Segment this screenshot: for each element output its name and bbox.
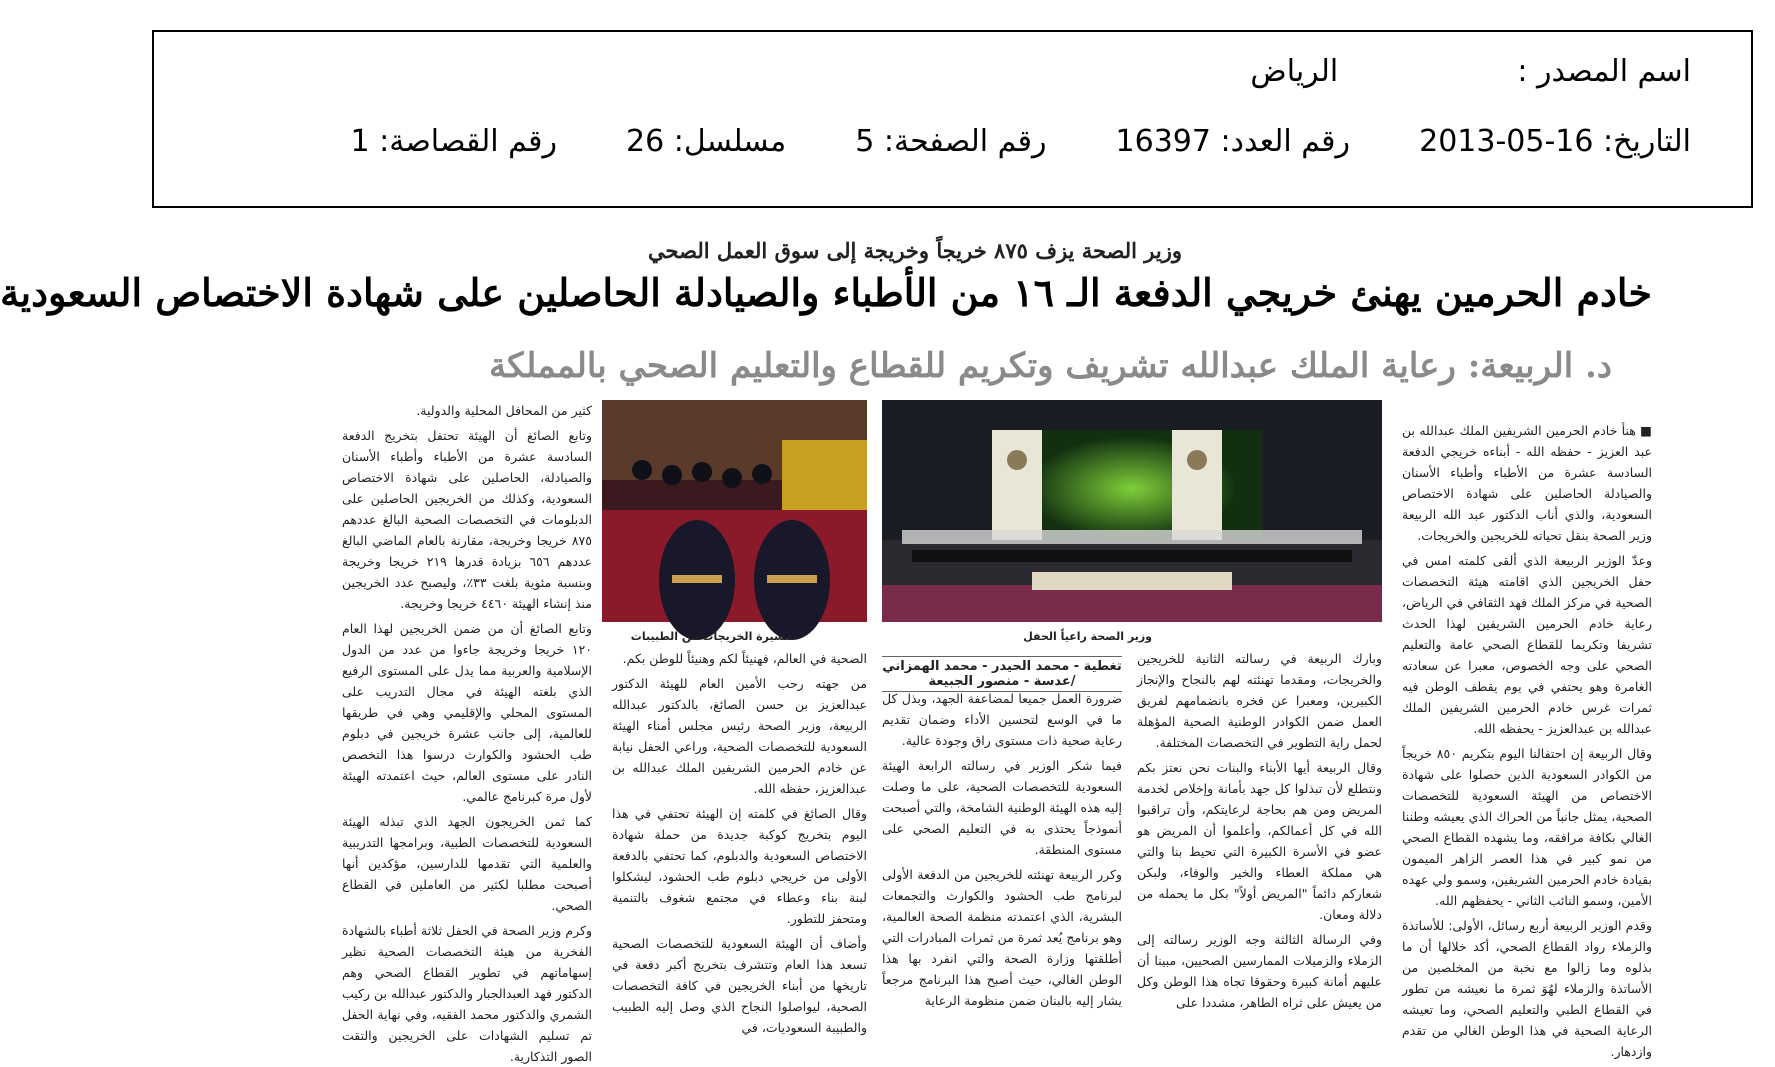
graduates-image <box>602 400 867 622</box>
article-subhead: د. الربيعة: رعاية الملك عبدالله تشريف وتكريم للقطاع والتعليم الصحي بالمملكة <box>488 346 1612 386</box>
photo-caption: وزير الصحة راعياً الحفل <box>1023 630 1152 643</box>
source-metadata-box <box>152 30 1753 208</box>
paragraph: كما ثمن الخريجون الجهد الذي تبذله الهيئة السعودية للتخصصات الطبية، وبرامجها التدريبية والعلمية التي تقدمها للدارسين، مؤكدين أنها أصبحت مطلبا لكثير من العاملين في القطاع الصحي. <box>342 814 592 913</box>
ceremony-stage-image <box>882 400 1382 622</box>
paragraph: ضرورة العمل جميعا لمضاعفة الجهد، وبذل كل ما في الوسع لتحسين الأداء وضمان تقديم رعاية صحية ذات مستوى راق وجودة عالية. <box>882 691 1122 748</box>
clip-value: 1 <box>350 124 370 159</box>
source-label: اسم المصدر : <box>1517 54 1691 89</box>
issue-label: رقم العدد: <box>1220 124 1351 159</box>
graduates-photo <box>602 400 867 622</box>
paragraph: وبارك الربيعة في رسالته الثانية للخريجين والخريجات، ومقدما تهنئته لهم بالنجاح والإنجاز الكبيرين، ومعبرا عن فخره بانضمامهم لفريق العمل ضمن الكوادر الوطنية الصحية المؤهلة لحمل راية التطوير في التخصصات المختلفة. <box>1137 651 1382 750</box>
source-line <box>1250 54 1691 89</box>
photo-caption: مسيرة الخريجات من الطبيبات <box>630 630 792 643</box>
paragraph: الصحية في العالم، فهنيئاً لكم وهنيئاً للوطن بكم. <box>622 651 867 666</box>
paragraph: وقدم الوزير الربيعة أربع رسائل، الأولى: للأساتذة والزملاء رواد القطاع الصحي، أكد خلالها أن ما بذلوه وما زالوا مع نخبة من المخلصين من الأساتذة والزملاء لهُوَ ثمرة ما نعيشه من تطور في القطاع الطبي والتعليم الصحي، وما تعيشه الرعاية الصحية في هذا الوطن الغالي من تقدم وازدهار. <box>1402 918 1652 1059</box>
issue-value: 16397 <box>1115 124 1211 159</box>
issue-details-line <box>351 124 1692 159</box>
paragraph: كثير من المحافل المحلية والدولية. <box>416 403 592 418</box>
paragraph: من جهته رحب الأمين العام للهيئة الدكتور عبدالعزيز بن حسن الصائغ، بالدكتور عبدالله الربيعة، وزير الصحة رئيس مجلس أمناء الهيئة السعودية للتخصصات الصحية، وراعي الحفل نيابة عن خادم الحرمين الشريفين الملك عبدالله بن عبدالعزيز، حفظه الله. <box>612 676 867 796</box>
paragraph: وكرر الربيعة تهنئته للخريجين من الدفعة الأولى لبرنامج طب الحشود والكوارث والتجمعات البشرية، الذي اعتمدته منظمة الصحة العالمية، وهو برنامج يُعد ثمرة من ثمرات المبادرات التي أطلقتها وزارة الصحة والتي انفرد بها هذا الوطن الغالي، حيث أصبح هذا البرنامج مرجعاً يشار إليه بالبنان ضمن منظومة الرعاية <box>882 867 1122 1008</box>
page-value: 5 <box>855 124 875 159</box>
paragraph: وتابع الصائغ أن من ضمن الخريجين لهذا العام ١٢٠ خريجا وخريجة جاءوا من عدد من الدول الإسلامية والعربية مما يدل على المستوى الرفيع الذي بلغته الهيئة في مجال التدريب على المستوى المحلي والإقليمي وهي في طريقها للعالمية، إلى جانب عشرة خريجين في دبلوم طب الحشود والكوارث درسوا هذا التخصص النادر على مستوى العالم، حيث اعتمدته الهيئة لأول مرة كبرنامج عالمي. <box>342 621 592 804</box>
article-column-1 <box>1402 420 1652 1059</box>
paragraph: وقال الربيعة إن احتفالنا اليوم بتكريم ٨٥٠ خريجاً من الكوادر السعودية الذين حصلوا على شهادة الاختصاص من الهيئة السعودية للتخصصات الصحية، يمثل جانباً من الحراك الذي يعيشه وطننا الغالي بكافة مرافقه، وما يشهده القطاع الصحي من نمو كبير في هذا العصر الزاهر الميمون بقيادة خادم الحرمين الشريفين، وسمو ولي عهده الأمين، وسمو النائب الثاني - يحفظهم الله. <box>1402 746 1652 908</box>
article-column-4 <box>612 648 867 1043</box>
source-value: الرياض <box>1250 54 1339 89</box>
page-label: رقم الصفحة: <box>883 124 1047 159</box>
paragraph: وتابع الصائغ أن الهيئة تحتفل بتخريج الدفعة السادسة عشرة من الأطباء وأطباء الأسنان والصيادلة، الحاصلين على شهادة الاختصاص السعودية، وكذلك من الخريجين الحاصلين على الدبلومات في التخصصات الصحية البالغ عددهم ٨٧٥ خريجا وخريجة، مقارنة بالعام الماضي البالغ عددهم ٦٥٦ بزيادة قدرها ٢١٩ خريجا وخريجة وبنسبة مئوية بلغت ٣٣٪، وليصبح عدد الخريجين منذ إنشاء الهيئة ٤٤٦٠ خريجا وخريجة. <box>342 428 592 611</box>
article-byline: تغطية - محمد الحيدر - محمد الهمزاني /عدسة - منصور الجبيعة <box>882 656 1122 692</box>
paragraph: وعدّ الوزير الربيعة الذي ألقى كلمته امس في حفل الخريجين الذي اقامته هيئة التخصصات الصحية في مركز الملك فهد الثقافي في الرياض، رعاية خادم الحرمين الشريفين لهذا الحدث تشريفا وتكريما للقطاع الصحي عامة والتعليم الصحي على وجه الخصوص، معبرا عن سعادته الغامرة وهو يحتفي في يوم يقطف الوطن فيه ثمرات غرس خادم الحرمين الشريفين الملك عبدالله بن عبدالعزيز - يحفظه الله. <box>1402 553 1652 736</box>
ceremony-stage-photo <box>882 400 1382 622</box>
date-value: 2013-05-16 <box>1419 124 1594 159</box>
paragraph: وأضاف أن الهيئة السعودية للتخصصات الصحية تسعد هذا العام وتتشرف بتخريج أكبر دفعة في تاريخها من أبناء الخريجين في كافة التخصصات الصحية، ليواصلوا النجاح الذي وصل إليه الطبيب والطبيبة السعوديات، في <box>612 936 867 1035</box>
serial-label: مسلسل: <box>673 124 787 159</box>
paragraph: وكرم وزير الصحة في الحفل ثلاثة أطباء بالشهادة الفخرية من هيئة التخصصات الصحية نظير إسهاماتهم في تطوير القطاع الصحي وهم الدكتور فهد العبدالجبار والدكتور عبدالله بن ركيب الشمري والدكتور محمد الفقيه، وفي نهاية الحفل تم تسليم الشهادات على الخريجين والتقت الصور التذكارية. <box>342 923 592 1064</box>
article-headline: خادم الحرمين يهنئ خريجي الدفعة الـ ١٦ من الأطباء والصيادلة الحاصلين على شهادة الاختصاص السعودية <box>0 270 1652 315</box>
serial-value: 26 <box>626 124 665 159</box>
paragraph: وقال الربيعة أيها الأبناء والبنات نحن نعتز بكم ونتطلع لأن تبذلوا كل جهد بأمانة وإخلاص لخدمة المريض ومن هم بحاجة لرعايتكم، وأن تراقبوا الله في كل أعمالكم، وأعلموا أن المريض هو عضو في الأسرة الكبيرة التي تحيط بنا والتي هي مملكة العطاء والخير والوفاء، ولبكن شعاركم دائماً "المريض أولاً" بكل ما يحمله من دلالة ومعان. <box>1137 760 1382 922</box>
clip-label: رقم القصاصة: <box>379 124 557 159</box>
newspaper-clipping <box>0 238 1652 1064</box>
paragraph: وقال الصائغ في كلمته إن الهيئة تحتفي في هذا اليوم بتخريج كوكبة جديدة من حملة شهادة الاختصاص السعودية والدبلوم، كما تحتفي بالدفعة الأولى من خريجي دبلوم طب الحشود، ليشكلوا لبنة بناء وعطاء في مجتمع شغوف بالتنمية ومتحفز للتطور. <box>612 806 867 926</box>
article-column-5 <box>342 400 592 1064</box>
paragraph: فيما شكر الوزير في رسالته الرابعة الهيئة السعودية للتخصصات الصحية، على ما وصلت إليه هذه الهيئة الوطنية الشامخة، والتي أصبحت أنموذجاً يحتذى به في التعليم الصحي على مستوى المنطقة. <box>882 758 1122 857</box>
date-label: التاريخ: <box>1603 124 1691 159</box>
article-column-3 <box>882 688 1122 1043</box>
paragraph: ■ هنأ خادم الحرمين الشريفين الملك عبدالله بن عبد العزيز - حفظه الله - أبناءه خريجي الدفعة السادسة عشرة من الأطباء وأطباء الأسنان والصيادلة الحاصلين على شهادة الاختصاص السعودية، والذي أناب الدكتور عبد الله الربيعة وزير الصحة بنقل تحياته للخريجين والخريجات. <box>1402 423 1652 543</box>
article-kicker: وزير الصحة يزف ٨٧٥ خريجاً وخريجة إلى سوق العمل الصحي <box>648 238 1182 263</box>
paragraph: وفي الرسالة الثالثة وجه الوزير رسالته إلى الزملاء والزميلات الممارسين الصحيين، مبينا أن عليهم أمانة كبيرة وحقوقا تجاه هذا الوطن وكل من يعيش على ثراه الطاهر، مشددا على <box>1137 932 1382 1010</box>
article-column-2 <box>1137 648 1382 1043</box>
